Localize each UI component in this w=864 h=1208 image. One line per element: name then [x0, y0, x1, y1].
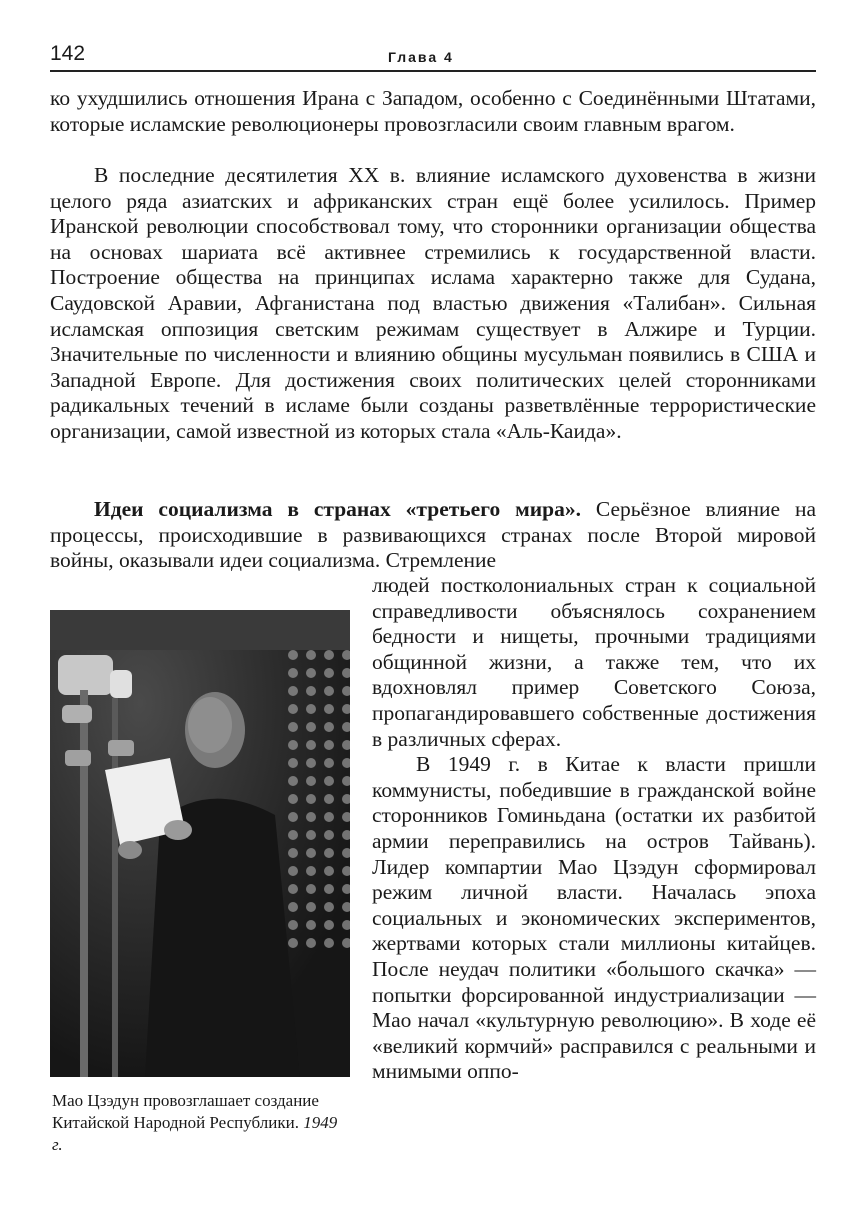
section-heading: Идеи социализма в странах «третьего мира».	[94, 497, 581, 521]
page-number: 142	[50, 42, 86, 65]
paragraph-1-text: ко ухудшились отношения Ирана с Западом, особенно с Соединёнными Штатами, которые исламские революционеры провозгласили своим главным врагом.	[50, 86, 816, 136]
paragraph-2	[50, 163, 816, 445]
photo-illustration	[50, 610, 350, 1077]
paragraph-3	[50, 497, 816, 574]
paragraph-1	[50, 86, 816, 137]
caption-year: 1949 г.	[52, 1113, 338, 1154]
page-header	[50, 40, 816, 72]
caption-text: Мао Цзэдун провозглашает создание Китайской Народной Республики.	[52, 1091, 319, 1132]
historical-photo	[50, 610, 350, 1077]
paragraph-3-continued: людей постколониальных стран к социальной справедливости объяснялось сохранением бедности и нищеты, прочными традициями общинной жизни, а также тем, что их вдохновлял пример Советского Союза, пропагандировавшего собственные достижения в различных сферах.	[372, 573, 816, 751]
chapter-title: Глава 4	[388, 49, 454, 65]
paragraph-4: В 1949 г. в Китае к власти пришли коммунисты, победившие в гражданской войне сторонников Гоминьдана (остатки их разбитой армии переправились на остров Тайвань). Лидер компартии Мао Цзэдун сформировал режим личной власти. Началась эпоха социальных и экономических экспериментов, жертвами которых стали миллионы китайцев. После неудач политики «большого скачка» — попытки форсированной индустриализации — Мао начал «культурную революцию». В ходе её «великий кормчий» расправился с реальными и мнимыми оппо-	[372, 752, 816, 1084]
paragraph-2-text: В последние десятилетия XX в. влияние исламского духовенства в жизни целого ряда азиатских и африканских стран ещё более усилилось. Пример Иранской революции способствовал тому, что сторонники организации общества на основах шариата всё активнее стремились к государственной власти. Построение общества на принципах ислама характерно также для Судана, Саудовской Аравии, Афганистана под властью движения «Талибан». Сильная исламская оппозиция светским режимам существует в Алжире и Турции. Значительные по численности и влиянию общины мусульман появились в США и Западной Европе. Для достижения своих политических целей сторонниками радикальных течений в исламе были созданы разветвлённые террористические организации, самой известной из которых стала «Аль-Каида».	[50, 163, 816, 443]
photo-caption	[52, 1090, 352, 1156]
paragraph-3-text: Серьёзное влияние на процессы, происходившие в развивающихся странах после Второй мировой войны, оказывали идеи социализма. Стремление	[50, 497, 816, 573]
side-column	[372, 573, 816, 1085]
